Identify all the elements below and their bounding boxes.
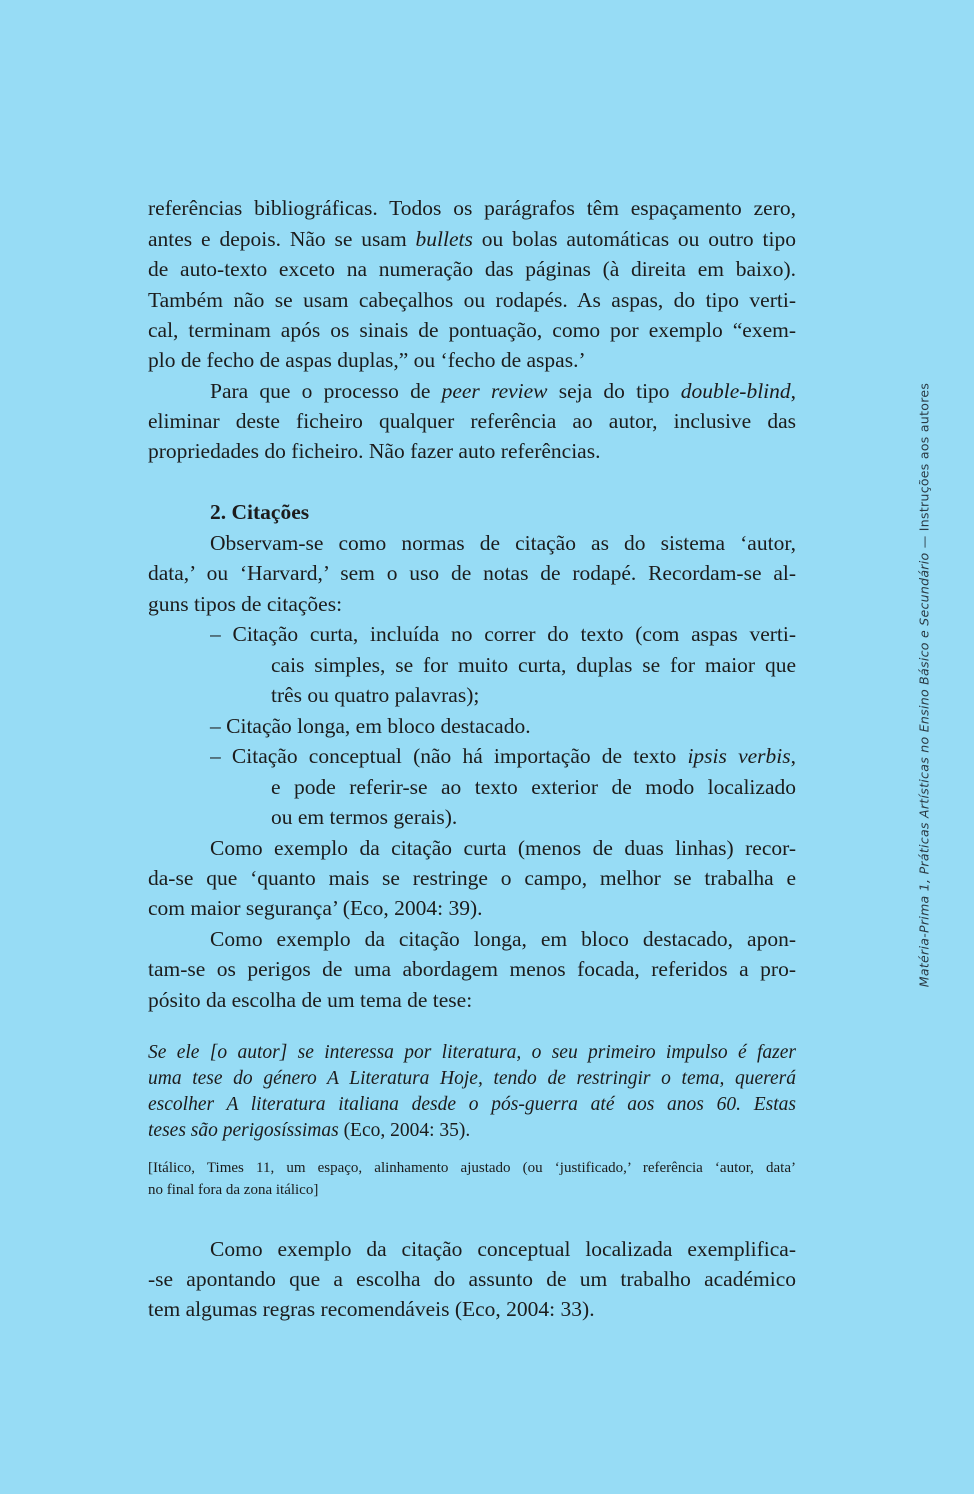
text-line: [148, 193, 796, 223]
text-line: [148, 315, 796, 345]
italic-text: teses são perigosíssimas: [148, 1120, 339, 1141]
text-segment: (Eco, 2004: 35).: [338, 1120, 471, 1141]
text-line: [148, 285, 796, 315]
italic-text: ipsis verbis: [687, 744, 791, 768]
text-line: [210, 376, 796, 406]
text-segment: ou bolas automáticas ou outro tipo: [472, 227, 796, 251]
text-line: [148, 985, 796, 1015]
text-segment: cais simples, se for muito curta, duplas se for maior que: [271, 653, 796, 677]
text-segment: Como exemplo da citação curta (menos de duas linhas) recor-: [210, 836, 796, 860]
side-caption-journal: Matéria-Prima 1, Práticas Artísticas no Ensino Básico e Secundário: [916, 552, 932, 988]
text-line: [210, 924, 796, 954]
italic-text: bullets: [415, 227, 473, 251]
italic-text: escolher A literatura italiana desde o pós-guerra até aos anos 60. Estas: [148, 1094, 796, 1115]
text-segment: Como exemplo da citação conceptual localizada exemplifica-: [210, 1237, 796, 1261]
text-segment: antes e depois. Não se usam: [148, 227, 416, 251]
text-line: [148, 345, 796, 375]
text-segment: -se apontando que a escolha do assunto de um trabalho académico: [148, 1267, 796, 1291]
text-line: [148, 1294, 796, 1324]
text-line: [271, 772, 796, 802]
text-segment: e pode referir-se ao texto exterior de modo localizado: [271, 775, 796, 799]
italic-text: Se ele [o autor] se interessa por literatura, o seu primeiro impulso é fazer: [148, 1042, 796, 1063]
block-quote-line: [148, 1092, 796, 1118]
text-segment: propriedades do ficheiro. Não fazer auto referências.: [148, 439, 601, 463]
text-segment: Também não se usam cabeçalhos ou rodapés. As aspas, do tipo verti-: [148, 288, 796, 312]
block-quote-line: [148, 1118, 796, 1144]
text-line: [148, 954, 796, 984]
text-line: [210, 741, 796, 771]
text-segment: – Citação conceptual (não há importação de texto: [210, 744, 688, 768]
text-segment: três ou quatro palavras);: [271, 683, 480, 707]
text-line: [210, 833, 796, 863]
text-segment: Para que o processo de: [210, 379, 442, 403]
text-segment: ,: [790, 744, 796, 768]
side-caption-section: — Instruções aos autores: [916, 382, 932, 553]
text-segment: Observam-se como normas de citação as do sistema ‘autor,: [210, 531, 796, 555]
text-line: [210, 528, 796, 558]
text-line: [210, 1234, 796, 1264]
text-line: [271, 680, 796, 710]
text-line: [148, 893, 796, 923]
text-line: [148, 406, 796, 436]
text-line: [148, 254, 796, 284]
text-segment: cal, terminam após os sinais de pontuação, como por exemplo “exem-: [148, 318, 796, 342]
text-line: [271, 650, 796, 680]
text-segment: da-se que ‘quanto mais se restringe o campo, melhor se trabalha e: [148, 866, 796, 890]
text-segment: 2. Citações: [210, 500, 310, 524]
text-segment: plo de fecho de aspas duplas,” ou ‘fecho de aspas.’: [148, 348, 586, 372]
text-segment: ,: [790, 379, 796, 403]
text-line: [148, 558, 796, 588]
section-heading: [210, 497, 796, 527]
italic-text: uma tese do género A Literatura Hoje, tendo de restringir o tema, quererá: [148, 1068, 796, 1089]
text-segment: referências bibliográficas. Todos os parágrafos têm espaçamento zero,: [148, 196, 796, 220]
text-line: [271, 802, 796, 832]
italic-text: peer review: [441, 379, 548, 403]
text-segment: ou em termos gerais).: [271, 805, 458, 829]
text-line: [148, 436, 796, 466]
text-segment: – Citação longa, em bloco destacado.: [210, 714, 531, 738]
text-segment: pósito da escolha de um tema de tese:: [148, 988, 473, 1012]
text-segment: [Itálico, Times 11, um espaço, alinhamento ajustado (ou ‘justificado,’ referência ‘autor, data’: [148, 1160, 796, 1176]
text-segment: – Citação curta, incluída no correr do texto (com aspas verti-: [210, 622, 796, 646]
text-segment: de auto-texto exceto na numeração das páginas (à direita em baixo).: [148, 257, 796, 281]
text-line: [148, 863, 796, 893]
text-segment: eliminar deste ficheiro qualquer referência ao autor, inclusive das: [148, 409, 796, 433]
text-segment: seja do tipo: [547, 379, 681, 403]
text-segment: no final fora da zona itálico]: [148, 1182, 319, 1198]
italic-text: double-blind: [680, 379, 791, 403]
text-line: [148, 224, 796, 254]
text-segment: guns tipos de citações:: [148, 592, 343, 616]
text-line: [148, 589, 796, 619]
side-caption: [917, 383, 932, 987]
text-segment: Como exemplo da citação longa, em bloco destacado, apon-: [210, 927, 796, 951]
text-segment: data,’ ou ‘Harvard,’ sem o uso de notas de rodapé. Recordam-se al-: [148, 561, 796, 585]
format-note-line: [148, 1157, 796, 1179]
text-line: [210, 619, 796, 649]
text-segment: tam-se os perigos de uma abordagem menos focada, referidos a pro-: [148, 957, 796, 981]
text-line: [210, 711, 796, 741]
text-line: [148, 1264, 796, 1294]
text-segment: com maior segurança’ (Eco, 2004: 39).: [148, 896, 483, 920]
format-note-line: [148, 1179, 796, 1201]
text-segment: tem algumas regras recomendáveis (Eco, 2004: 33).: [148, 1297, 595, 1321]
block-quote-line: [148, 1066, 796, 1092]
block-quote-line: [148, 1040, 796, 1066]
